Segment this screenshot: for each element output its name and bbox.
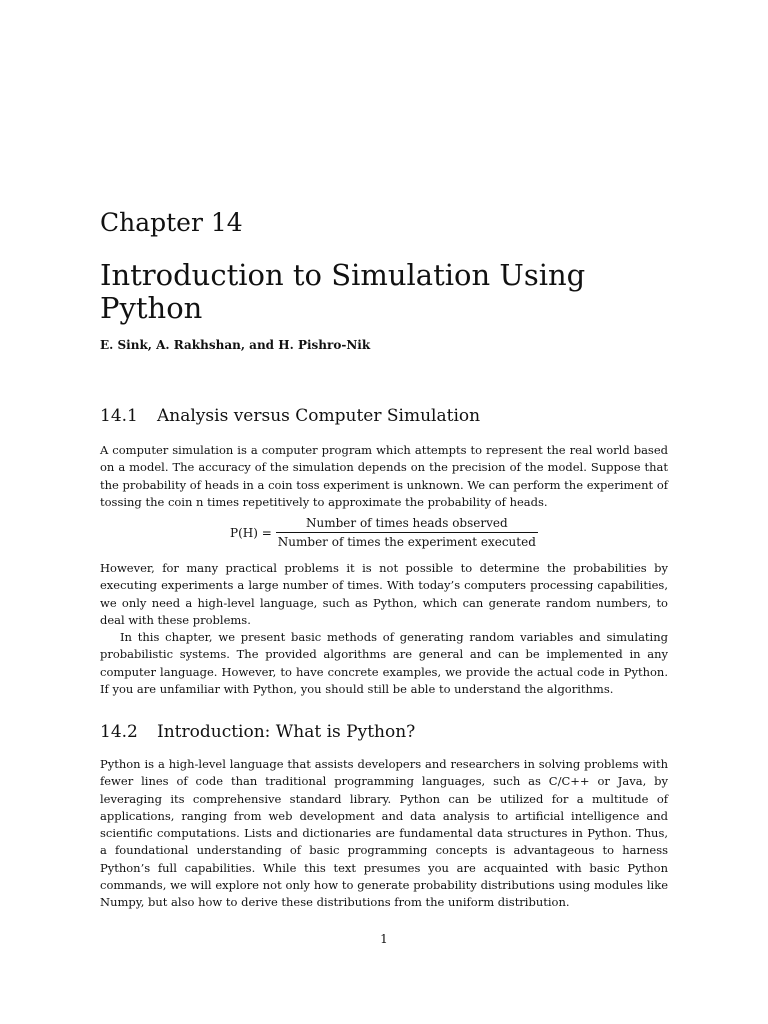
probability-equation xyxy=(230,516,538,549)
section-number: 14.2 xyxy=(100,722,138,742)
section-number: 14.1 xyxy=(100,406,138,426)
paragraph-simulation-intro: A computer simulation is a computer program which attempts to represent the real world based on a model. The accuracy of the simulation depends on the precision of the model. Suppose that the probability of heads in a coin toss experiment is unknown. We can perform the experiment of tossing the coin n times repetitively to approximate the probability of heads. xyxy=(100,443,668,509)
equation-numerator: Number of times heads observed xyxy=(306,516,508,530)
section-heading-14-2 xyxy=(100,721,415,743)
page-number: 1 xyxy=(380,932,388,946)
section-title: Analysis versus Computer Simulation xyxy=(157,406,481,426)
section-title: Introduction: What is Python? xyxy=(157,722,416,742)
authors: E. Sink, A. Rakhshan, and H. Pishro-Nik xyxy=(100,338,371,352)
paragraph-practical-problems: However, for many practical problems it is not possible to determine the probabilities by executing experiments a large number of times. With today’s computers processing capabilities, we only need a high-level language, such as Python, which can generate random numbers, to deal with these problems. xyxy=(100,561,668,627)
paragraph-chapter-overview: In this chapter, we present basic methods of generating random variables and simulating probabilistic systems. The provided algorithms are general and can be implemented in any computer language. However, to have concrete examples, we provide the actual code in Python. If you are unfamiliar with Python, you should still be able to understand the algorithms. xyxy=(100,630,668,696)
chapter-title: Introduction to Simulation Using Python xyxy=(100,258,586,325)
section-heading-14-1 xyxy=(100,405,480,427)
equation-lhs: P(H) = xyxy=(230,525,272,540)
equation-fraction xyxy=(276,516,538,549)
chapter-label: Chapter 14 xyxy=(100,208,243,237)
equation-denominator: Number of times the experiment executed xyxy=(276,532,538,549)
paragraph-what-is-python: Python is a high-level language that assists developers and researchers in solving problems with fewer lines of code than traditional programming languages, such as C/C++ or Java, by leveraging its comprehensive standard library. Python can be utilized for a multitude of applications, ranging from web development and data analysis to artificial intelligence and scientific computations. Lists and dictionaries are fundamental data structures in Python. Thus, a foundational understanding of basic programming concepts is advantageous to harness Python’s full capabilities. While this text presumes you are acquainted with basic Python commands, we will explore not only how to generate probability distributions using modules like Numpy, but also how to derive these distributions from the uniform distribution. xyxy=(100,757,668,910)
